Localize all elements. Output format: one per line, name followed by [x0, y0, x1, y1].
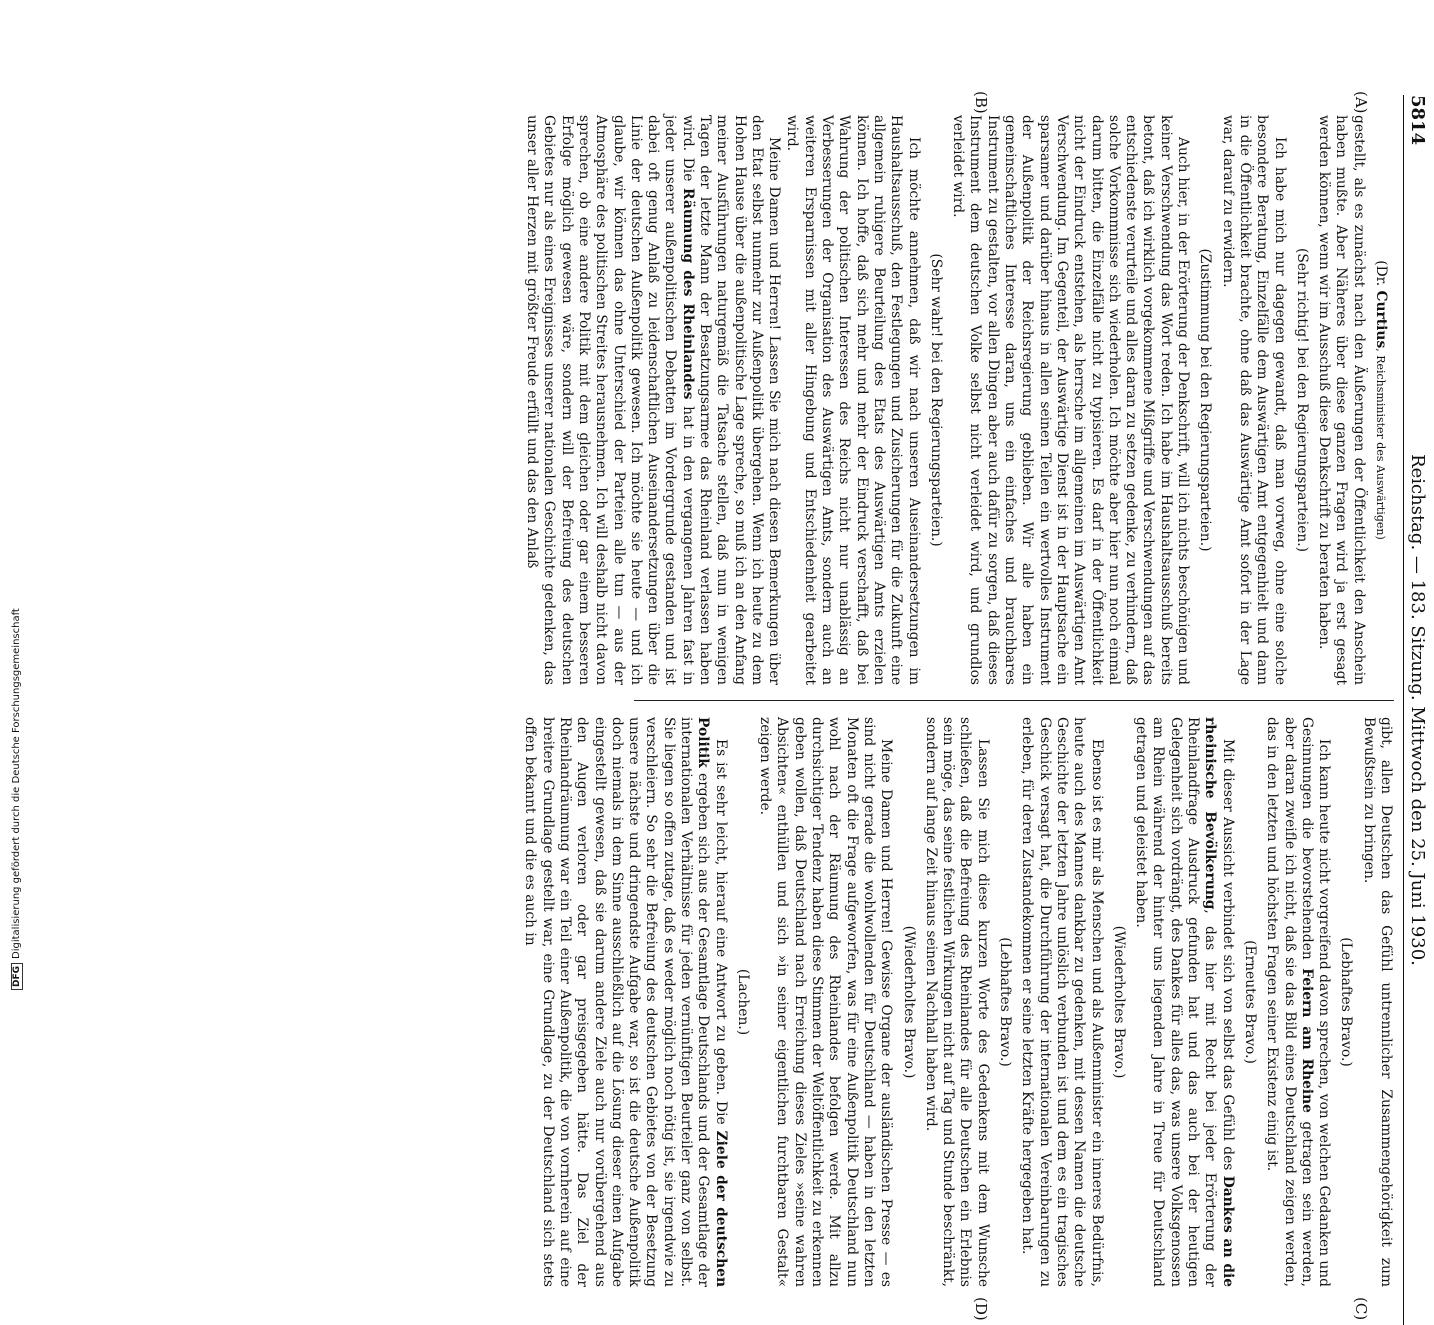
interjection: (Lebhaftes Bravo.): [1338, 937, 1355, 1067]
interjection: (Erneutes Bravo.): [1241, 940, 1258, 1064]
paragraph: [1132, 717, 1236, 1287]
paragraph: [1263, 717, 1332, 1287]
paragraph-text: getragen sein werden, aber daran zweifle ich nicht, daß sie das Bild eines Deutschland zeigen werden, das in den letzten und höchsten Fragen seiner Existenz einig ist.: [1264, 717, 1315, 1287]
margin-mark-a: (A): [1352, 91, 1370, 114]
paragraph-text: Mit dieser Aussicht verbindet sich von selbst das Gefühl des: [1219, 739, 1236, 1176]
speaker-name: Curtius: [1373, 290, 1389, 349]
paragraph: Auch hier, in der Erörterung der Denkschrift, will ich nichts beschönigen und keiner Verschwendung das Wort reden. Ich habe im Haushaltsausschuß bereits betont, daß ich wirklich vorgekommene Mißgriffe und Verschwendungen auf das entschiedenste verurteile und alles daran zu setzen gedenke, zu verhindern, daß solche Vorkommnisse sich wiederholen. Ich möchte aber hier nun noch einmal darum bitten, die Einzelfälle nicht zu typisieren. Es darf in der Öffentlichkeit nicht der Eindruck entstehen, als herrsche im allgemeinen im Auswärtigen Amt Verschwendung. Im Gegenteil, der Auswärtige Dienst ist in der Hauptsache ein sparsamer und darüber hinaus in allen seinen Teilen ein wertvolles Instrument der Außenpolitik der Reichsregierung geblieben. Wir alle haben ein gemeinschaftliches Interesse daran, uns ein einfaches und brauchbares Instrument zu gestalten, vor allen Dingen aber auch dafür zu sorgen, daß dieses Instrument dem deutschen Volke selbst nicht verleidet wird, und grundlos verleidet wird.: [950, 115, 1192, 685]
emphasis: Dankes an die rheinische Bevölkerung: [1202, 717, 1236, 1287]
interjection: (Wiederholtes Bravo.): [1110, 925, 1127, 1079]
paragraph: Ich möchte annehmen, daß wir nach unseren Auseinandersetzungen im Haushaltsausschuß, den Festlegungen und Zusicherungen für die Zukunft eine allgemein ruhigere Beurteilung des Etats des Auswärtigen Amts erzielen können. Ich hoffe, daß sich mehr und mehr der Eindruck verschafft, daß bei Wahrung der politischen Interessen des Reichs nicht nur unablässig an Verbesserungen der Organisation des Auswärtigen Amts, sondern auch an weiteren Ersparnissen mit aller Hingebung und Entschiedenheit gearbeitet wird.: [784, 115, 922, 685]
margin-mark-d: (D): [972, 1297, 990, 1321]
speaker-line: [1372, 115, 1389, 685]
speaker-title: , Reichsminister des Auswärtigen): [1374, 348, 1387, 540]
paragraph: Lassen Sie mich diese kurzen Worte des Gedenkens mit dem Wunsche schließen, daß die Befreiung des Rheinlandes für alle Deutschen ein Erlebnis sein möge, das seine festlichen Wirkungen nicht auf Tag und Stunde beschränkt, sondern auf lange Zeit hinaus seinen Nachhall haben wird.: [922, 717, 991, 1287]
margin-mark-c: (C): [1352, 1297, 1370, 1321]
interjection: (Lebhaftes Bravo.): [997, 937, 1014, 1067]
paragraph-text: Meine Damen und Herren! Lassen Sie mich nach diesen Bemerkungen über den Etat selbst nunmehr zur Außenpolitik übergehen. Wenn ich heute zu dem Hohen Hause über die außenpolitische Lage spreche, so muß ich an den Anfang meiner Ausführungen naturgemäß die Tatsache stellen, daß nun in wenigen Tagen der letzte Mann der Besatzungsarmee das Rheinland verlassen haben wird. Die: [679, 115, 783, 685]
page-number: 5814: [1407, 95, 1428, 146]
dfg-logo: DFG: [11, 963, 23, 990]
running-head: Reichstag. — 183. Sitzung. Mittwoch den 25. Juni 1930.: [1407, 454, 1428, 966]
emphasis: Feiern am Rheine: [1298, 968, 1315, 1113]
right-column: [522, 717, 1394, 1288]
paragraph: gestellt, als es zunächst nach den Äußerungen der Öffentlichkeit den Anschein haben mußte. Aber Näheres über diese ganzen Fragen wird ja erst gesagt werden können, wenn wir im Ausschuß diese Denkschrift zu beraten haben.: [1316, 115, 1367, 685]
paragraph-text: ergeben sich aus der Gesamtlage Deutschlands und der Gesamtlage der internationalen Verhältnisse für jeden vernünftigen Beurteiler ganz von selbst. Sie liegen so offen zutage, daß es weder möglich noch nötig ist, sie irgendwie zu verschleiern. So sehr die Befreiung des deutschen Gebietes von der Besetzung unsere nächste und dringendste Aufgabe war, so ist die deutsche Außenpolitik doch niemals in dem Sinne ausschließlich auf die Lösung dieser einen Aufgabe eingestellt gewesen, daß sie darum andere Ziele auch nur vorübergehend aus den Augen verloren oder gar preisgegeben hätte. Das Ziel der Rheinlandräumung war ein Teil einer Außenpolitik, die von vornherein auf eine breitere Grundlage gestellt war, eine Grundlage, zu der Deutschland sich stets offen bekannt und die es auch in: [522, 717, 712, 1287]
margin-mark-b: (B): [972, 91, 990, 114]
emphasis: Ziele der deutschen Politik: [695, 717, 729, 1287]
digitization-credit: [0, 0, 22, 1000]
paragraph-text: hat in den vergangenen Jahren fast in jeder unserer außenpolitischen Debatten im Vordergrunde gestanden und ist dabei oft genug Anlaß zu leidenschaftlichen Auseinandersetzungen über die Linie der deutschen Außenpolitik gewesen. Ich möchte sie heute — und ich glaube, wir können das ohne Unterschied der Parteien alle tun — aus der Atmosphäre des politischen Streites herausnehmen. Ich will deshalb nicht davon sprechen, ob eine andere Politik mit dem gleichen oder gar einem besseren Erfolge möglich gewesen wäre, sondern will der Befreiung des deutschen Gebietes nur als eines Ereignisses unserer nationalen Geschichte gedenken, das unser aller Herzen mit größter Freude erfüllt und das den Anlaß: [524, 115, 696, 686]
paragraph: [521, 717, 729, 1287]
interjection: (Sehr wahr! bei den Regierungsparteien.): [927, 253, 944, 547]
paragraph: Ich habe mich nur dagegen gewandt, daß man vorweg, ohne eine solche besondere Beratung, Einzelfälle dem Auswärtigen Amt entgegenhielt und dann in die Öffentlichkeit brachte, ohne daß das Auswärtige Amt sofort in der Lage war, darauf zu erwidern.: [1219, 115, 1288, 685]
paragraph-text: Es ist sehr leicht, hierauf eine Antwort zu geben. Die: [712, 739, 729, 1131]
left-column: [524, 115, 1394, 686]
paragraph-text: , das hier mit Recht bei jeder Erörterung der Rheinlandfrage Ausdruck gefunden hat und das auch bei der heutigen Gelegenheit sich vordrängt, des Dankes für alles das, was unsere Volksgenossen am Rhein während der hinter uns liegenden Jahre in Treue für Deutschland getragen und geleistet haben.: [1133, 717, 1219, 1287]
column-divider: [634, 700, 1394, 701]
paragraph: Ebenso ist es mir als Menschen und als Außenminister ein inneres Bedürfnis, heute auch des Mannes dankbar zu gedenken, mit dessen Namen die deutsche Geschichte der letzten Jahre unlöslich verbunden ist und dem es ein tragisches Geschick versagt hat, die Durchführung der internationalen Vereinbarungen zu erleben, für deren Zustandekommen er seine letzten Kräfte hergegeben hat.: [1019, 717, 1105, 1287]
interjection: (Wiederholtes Bravo.): [900, 925, 917, 1079]
credit-text: Digitalisierung gefördert durch die Deutsche Forschungsgemeinschaft: [11, 608, 22, 959]
emphasis: Räumung des Rheinlandes: [679, 188, 696, 400]
interjection: (Zustimmung bei den Regierungsparteien.): [1197, 248, 1214, 552]
document-page: [522, 91, 1430, 1325]
paragraph: Meine Damen und Herren! Gewisse Organe der ausländischen Presse — es sind nicht gerade die wohlwollenden für Deutschland — haben in den letzten Monaten oft die Frage aufgeworfen, was für eine Außenpolitik Deutschland nun wohl nach der Räumung des Rheinlandes befolgen werde. Mit allzu durchsichtiger Tendenz haben diese Stimmen der Weltöffentlichkeit zu erkennen geben wollen, daß Deutschland nach Erreichung dieses Zieles »seine wahren Absichten« enthüllen und sich »in seiner eigentlichen furchtbaren Gestalt« zeigen werde.: [757, 717, 895, 1287]
speaker-prefix: (Dr.: [1373, 260, 1389, 291]
paragraph: gibt, allen Deutschen das Gefühl untrennlicher Zusammengehörigkeit zum Bewußtsein zu bringen.: [1360, 717, 1394, 1287]
paragraph: [523, 115, 782, 685]
paragraph-text: Ich kann heute nicht vorgreifend davon sprechen, von welchen Gedanken und Gesinnungen die bevorstehenden: [1298, 717, 1333, 1288]
interjection: (Lachen.): [734, 968, 751, 1036]
page-header: [1403, 95, 1430, 1325]
interjection: (Sehr richtig! bei den Regierungsparteien.): [1293, 247, 1310, 553]
